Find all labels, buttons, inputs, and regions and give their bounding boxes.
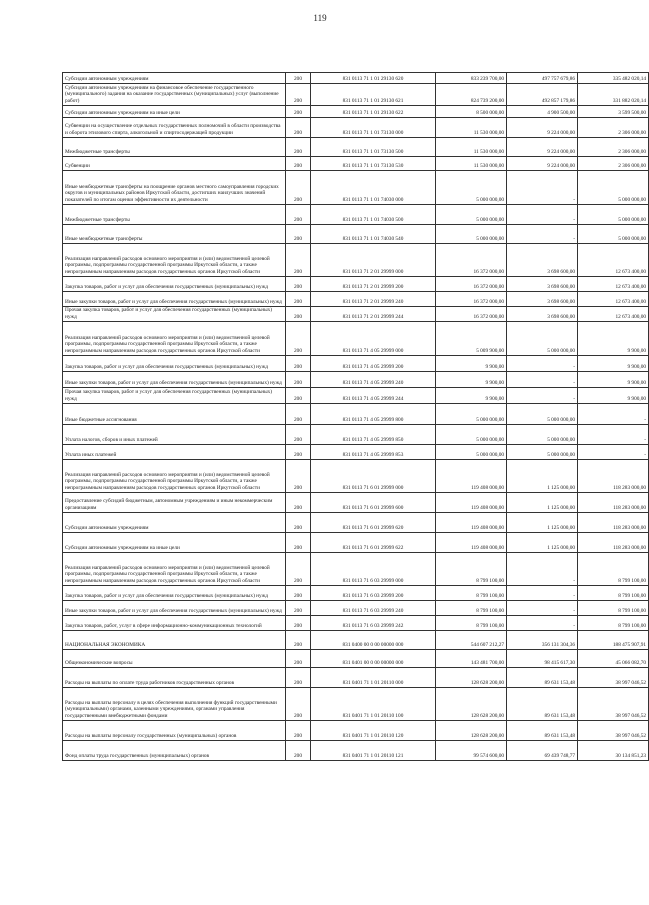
- kvr-code-cell: 200: [286, 157, 311, 171]
- table-row: [63, 388, 649, 404]
- budget-classification-code-cell: 831 0113 71 1 01 29130 620: [311, 73, 436, 84]
- budget-classification-code-cell: 831 0113 71 4 05 29999 200: [311, 356, 436, 372]
- executed-amount-cell: -: [507, 171, 578, 205]
- executed-amount-cell: -: [507, 372, 578, 388]
- executed-amount-cell: 9 224 000,00: [507, 157, 578, 171]
- expense-name-cell: Реализация направлений расходов основного мероприятия и (или) ведомственной целевой программы, подпрограммы государственной программы Иркутской области, а также непрограммным направлениям расходов государственных органов Иркутской области: [63, 553, 286, 586]
- budget-classification-code-cell: 831 0401 71 1 01 20110 121: [311, 741, 436, 761]
- budget-classification-code-cell: 831 0113 71 6 03 29999 240: [311, 601, 436, 616]
- executed-amount-cell: 89 631 153,48: [507, 668, 578, 688]
- kvr-code-cell: 200: [286, 721, 311, 741]
- remaining-amount-cell: 118 283 000,00: [578, 460, 649, 493]
- executed-amount-cell: 1 125 000,00: [507, 460, 578, 493]
- executed-amount-cell: 1 125 000,00: [507, 513, 578, 533]
- remaining-amount-cell: 8 799 100,00: [578, 586, 649, 601]
- budget-classification-code-cell: 831 0113 71 2 01 29999 244: [311, 307, 436, 322]
- remaining-amount-cell: 5 000 000,00: [578, 205, 649, 225]
- kvr-code-cell: 200: [286, 688, 311, 721]
- table-row: [63, 533, 649, 553]
- kvr-code-cell: 200: [286, 445, 311, 460]
- expense-name-cell: Субсидии автономным учреждениям на иные цели: [63, 533, 286, 553]
- budget-classification-code-cell: 831 0113 71 1 01 29130 622: [311, 106, 436, 118]
- executed-amount-cell: 4 900 500,00: [507, 106, 578, 118]
- budget-classification-code-cell: 831 0113 71 2 01 29999 240: [311, 292, 436, 307]
- expense-name-cell: Закупка товаров, работ и услуг для обеспечения государственных (муниципальных) нужд: [63, 356, 286, 372]
- budget-classification-code-cell: 831 0113 71 1 01 73130 000: [311, 118, 436, 138]
- executed-amount-cell: 9 224 000,00: [507, 138, 578, 157]
- table-row: [63, 616, 649, 631]
- table-row: [63, 513, 649, 533]
- planned-amount-cell: 5 000 000,00: [436, 205, 507, 225]
- expense-name-cell: Субвенции: [63, 157, 286, 171]
- planned-amount-cell: 119 408 000,00: [436, 533, 507, 553]
- remaining-amount-cell: -: [578, 404, 649, 425]
- remaining-amount-cell: 9 900,00: [578, 356, 649, 372]
- executed-amount-cell: 5 000 000,00: [507, 425, 578, 445]
- planned-amount-cell: 8 799 100,00: [436, 616, 507, 631]
- budget-classification-code-cell: 831 0113 71 1 01 29130 621: [311, 84, 436, 106]
- table-row: [63, 84, 649, 106]
- budget-classification-code-cell: 831 0113 71 4 05 29999 853: [311, 445, 436, 460]
- planned-amount-cell: 5 009 900,00: [436, 322, 507, 356]
- expense-name-cell: Иные закупки товаров, работ и услуг для обеспечения государственных (муниципальных) нужд: [63, 601, 286, 616]
- table-row: [63, 106, 649, 118]
- executed-amount-cell: 5 000 000,00: [507, 445, 578, 460]
- table-row: [63, 277, 649, 292]
- expense-name-cell: Реализация направлений расходов основного мероприятия и (или) ведомственной целевой программы, подпрограммы государственной программы Иркутской области, а также непрограммным направлениям расходов государственных органов Иркутской области: [63, 460, 286, 493]
- planned-amount-cell: 9 900,00: [436, 372, 507, 388]
- executed-amount-cell: 492 857 179,86: [507, 84, 578, 106]
- page-number: 119: [313, 13, 327, 23]
- expense-name-cell: Общеэкономические вопросы: [63, 650, 286, 668]
- budget-classification-code-cell: 831 0401 71 1 01 20110 120: [311, 721, 436, 741]
- expense-name-cell: Расходы на выплаты персоналу государственных (муниципальных) органов: [63, 721, 286, 741]
- table-row: [63, 688, 649, 721]
- table-row: [63, 157, 649, 171]
- kvr-code-cell: 200: [286, 356, 311, 372]
- remaining-amount-cell: 2 306 000,00: [578, 118, 649, 138]
- table-row: [63, 292, 649, 307]
- planned-amount-cell: 9 900,00: [436, 388, 507, 404]
- expense-name-cell: Иные закупки товаров, работ и услуг для обеспечения государственных (муниципальных) нужд: [63, 372, 286, 388]
- planned-amount-cell: 143 481 700,00: [436, 650, 507, 668]
- expense-name-cell: НАЦИОНАЛЬНАЯ ЭКОНОМИКА: [63, 631, 286, 650]
- table-row: [63, 372, 649, 388]
- table-row: [63, 118, 649, 138]
- budget-classification-code-cell: 831 0113 71 4 05 29999 240: [311, 372, 436, 388]
- remaining-amount-cell: 38 997 046,52: [578, 721, 649, 741]
- table-row: [63, 205, 649, 225]
- budget-classification-code-cell: 831 0113 71 1 01 73130 500: [311, 138, 436, 157]
- table-row: [63, 721, 649, 741]
- budget-classification-code-cell: 831 0113 71 4 05 29999 850: [311, 425, 436, 445]
- table-row: [63, 631, 649, 650]
- remaining-amount-cell: 38 997 046,52: [578, 668, 649, 688]
- expense-name-cell: Субсидии автономным учреждениям: [63, 73, 286, 84]
- executed-amount-cell: 98 415 617,30: [507, 650, 578, 668]
- executed-amount-cell: 3 698 600,00: [507, 292, 578, 307]
- remaining-amount-cell: 8 799 100,00: [578, 601, 649, 616]
- remaining-amount-cell: 38 997 046,52: [578, 688, 649, 721]
- planned-amount-cell: 544 607 212,27: [436, 631, 507, 650]
- budget-classification-code-cell: 831 0113 71 6 03 29999 200: [311, 586, 436, 601]
- table-row: [63, 171, 649, 205]
- planned-amount-cell: 8 799 100,00: [436, 601, 507, 616]
- remaining-amount-cell: 118 283 000,00: [578, 493, 649, 513]
- budget-classification-code-cell: 831 0113 71 2 01 29999 000: [311, 244, 436, 277]
- expense-name-cell: Реализация направлений расходов основного мероприятия и (или) ведомственной целевой программы, подпрограммы государственной программы Иркутской области, а также непрограммным направлениям расходов государственных органов Иркутской области: [63, 322, 286, 356]
- expense-name-cell: Межбюджетные трансферты: [63, 138, 286, 157]
- expense-name-cell: Иные межбюджетные трансферты: [63, 225, 286, 244]
- remaining-amount-cell: -: [578, 445, 649, 460]
- kvr-code-cell: 200: [286, 513, 311, 533]
- planned-amount-cell: 5 000 000,00: [436, 445, 507, 460]
- executed-amount-cell: 356 131 304,36: [507, 631, 578, 650]
- expense-name-cell: Закупка товаров, работ и услуг для обеспечения государственных (муниципальных) нужд: [63, 586, 286, 601]
- table-row: [63, 322, 649, 356]
- executed-amount-cell: 3 698 600,00: [507, 244, 578, 277]
- budget-classification-code-cell: 831 0113 71 6 01 29999 622: [311, 533, 436, 553]
- remaining-amount-cell: -: [578, 425, 649, 445]
- remaining-amount-cell: 12 673 400,00: [578, 292, 649, 307]
- kvr-code-cell: 200: [286, 244, 311, 277]
- remaining-amount-cell: 2 306 000,00: [578, 157, 649, 171]
- budget-classification-code-cell: 831 0113 71 6 01 29999 000: [311, 460, 436, 493]
- executed-amount-cell: -: [507, 205, 578, 225]
- budget-classification-code-cell: 831 0401 71 1 01 20110 000: [311, 668, 436, 688]
- table-row: [63, 73, 649, 84]
- planned-amount-cell: 128 628 200,00: [436, 721, 507, 741]
- kvr-code-cell: 200: [286, 322, 311, 356]
- executed-amount-cell: -: [507, 616, 578, 631]
- kvr-code-cell: 200: [286, 292, 311, 307]
- kvr-code-cell: 200: [286, 307, 311, 322]
- executed-amount-cell: 9 224 000,00: [507, 118, 578, 138]
- kvr-code-cell: 200: [286, 73, 311, 84]
- expense-name-cell: Закупка товаров, работ, услуг в сфере информационно-коммуникационных технологий: [63, 616, 286, 631]
- executed-amount-cell: 1 125 000,00: [507, 533, 578, 553]
- remaining-amount-cell: 5 000 000,00: [578, 171, 649, 205]
- table-row: [63, 650, 649, 668]
- remaining-amount-cell: 5 000 000,00: [578, 225, 649, 244]
- budget-classification-code-cell: 831 0400 00 0 00 00000 000: [311, 631, 436, 650]
- kvr-code-cell: 200: [286, 616, 311, 631]
- remaining-amount-cell: 118 283 000,00: [578, 533, 649, 553]
- executed-amount-cell: 5 000 000,00: [507, 322, 578, 356]
- budget-classification-code-cell: 831 0113 71 6 03 29999 000: [311, 553, 436, 586]
- kvr-code-cell: 200: [286, 106, 311, 118]
- executed-amount-cell: 89 631 153,48: [507, 721, 578, 741]
- table-row: [63, 445, 649, 460]
- planned-amount-cell: 16 372 000,00: [436, 244, 507, 277]
- expense-name-cell: Субсидии автономным учреждениям на иные цели: [63, 106, 286, 118]
- remaining-amount-cell: 12 673 400,00: [578, 277, 649, 292]
- expense-name-cell: Межбюджетные трансферты: [63, 205, 286, 225]
- executed-amount-cell: 69 439 748,77: [507, 741, 578, 761]
- kvr-code-cell: 200: [286, 553, 311, 586]
- kvr-code-cell: 200: [286, 586, 311, 601]
- planned-amount-cell: 119 408 000,00: [436, 460, 507, 493]
- executed-amount-cell: 89 631 153,48: [507, 688, 578, 721]
- table-row: [63, 741, 649, 761]
- kvr-code-cell: 200: [286, 372, 311, 388]
- kvr-code-cell: 200: [286, 668, 311, 688]
- table-row: [63, 601, 649, 616]
- remaining-amount-cell: 8 799 100,00: [578, 553, 649, 586]
- budget-classification-code-cell: 831 0113 71 4 05 29999 800: [311, 404, 436, 425]
- planned-amount-cell: 11 530 000,00: [436, 138, 507, 157]
- expense-name-cell: Расходы на выплаты персоналу в целях обеспечения выполнения функций государственными (муниципальными) органами, казенными учреждениями, органами управления государственными внебюджетными фондами: [63, 688, 286, 721]
- expense-name-cell: Иные закупки товаров, работ и услуг для обеспечения государственных (муниципальных) нужд: [63, 292, 286, 307]
- remaining-amount-cell: 9 900,00: [578, 372, 649, 388]
- budget-classification-code-cell: 831 0113 71 1 01 73130 530: [311, 157, 436, 171]
- kvr-code-cell: 200: [286, 460, 311, 493]
- kvr-code-cell: 200: [286, 533, 311, 553]
- kvr-code-cell: 200: [286, 741, 311, 761]
- remaining-amount-cell: 2 306 000,00: [578, 138, 649, 157]
- kvr-code-cell: 200: [286, 138, 311, 157]
- budget-classification-code-cell: 831 0113 71 1 01 74030 540: [311, 225, 436, 244]
- expense-name-cell: Реализация направлений расходов основного мероприятия и (или) ведомственной целевой программы, подпрограммы государственной программы Иркутской области, а также непрограммным направлениям расходов государственных органов Иркутской области: [63, 244, 286, 277]
- executed-amount-cell: 1 125 000,00: [507, 493, 578, 513]
- planned-amount-cell: 5 000 000,00: [436, 425, 507, 445]
- budget-classification-code-cell: 831 0113 71 1 01 74030 000: [311, 171, 436, 205]
- planned-amount-cell: 119 408 000,00: [436, 493, 507, 513]
- planned-amount-cell: 8 500 000,00: [436, 106, 507, 118]
- expense-name-cell: Уплата налогов, сборов и иных платежей: [63, 425, 286, 445]
- remaining-amount-cell: 188 475 907,91: [578, 631, 649, 650]
- budget-classification-code-cell: 831 0113 71 2 01 29999 200: [311, 277, 436, 292]
- expense-name-cell: Предоставление субсидий бюджетным, автономным учреждениям и иным некоммерческим организациям: [63, 493, 286, 513]
- executed-amount-cell: -: [507, 388, 578, 404]
- remaining-amount-cell: 3 599 500,00: [578, 106, 649, 118]
- budget-classification-code-cell: 831 0113 71 6 01 29999 620: [311, 513, 436, 533]
- kvr-code-cell: 200: [286, 650, 311, 668]
- expense-name-cell: Субвенции на осуществление отдельных государственных полномочий в области производства и оборота этилового спирта, алкогольной и спиртосодержащей продукции: [63, 118, 286, 138]
- kvr-code-cell: 200: [286, 84, 311, 106]
- planned-amount-cell: 5 000 000,00: [436, 404, 507, 425]
- kvr-code-cell: 200: [286, 225, 311, 244]
- kvr-code-cell: 200: [286, 388, 311, 404]
- kvr-code-cell: 200: [286, 171, 311, 205]
- budget-classification-code-cell: 831 0401 71 1 01 20110 100: [311, 688, 436, 721]
- planned-amount-cell: 99 574 600,00: [436, 741, 507, 761]
- table-row: [63, 553, 649, 586]
- planned-amount-cell: 16 372 000,00: [436, 277, 507, 292]
- table-row: [63, 307, 649, 322]
- table-row: [63, 460, 649, 493]
- planned-amount-cell: 11 530 000,00: [436, 157, 507, 171]
- executed-amount-cell: 3 698 600,00: [507, 307, 578, 322]
- executed-amount-cell: -: [507, 225, 578, 244]
- table-row: [63, 586, 649, 601]
- table-row: [63, 244, 649, 277]
- table-row: [63, 493, 649, 513]
- executed-amount-cell: -: [507, 553, 578, 586]
- planned-amount-cell: 833 239 700,00: [436, 73, 507, 84]
- kvr-code-cell: 200: [286, 205, 311, 225]
- executed-amount-cell: -: [507, 601, 578, 616]
- budget-classification-code-cell: 831 0401 00 0 00 00000 000: [311, 650, 436, 668]
- planned-amount-cell: 11 530 000,00: [436, 118, 507, 138]
- planned-amount-cell: 16 372 000,00: [436, 292, 507, 307]
- remaining-amount-cell: 8 799 100,00: [578, 616, 649, 631]
- executed-amount-cell: 5 000 000,00: [507, 404, 578, 425]
- kvr-code-cell: 200: [286, 118, 311, 138]
- executed-amount-cell: -: [507, 356, 578, 372]
- table-body: [63, 73, 649, 761]
- table-row: [63, 404, 649, 425]
- remaining-amount-cell: 12 673 400,00: [578, 244, 649, 277]
- expense-name-cell: Субсидии автономным учреждениям на финансовое обеспечение государственного (муниципального) задания на оказание государственных (муниципальных) услуг (выполнение работ): [63, 84, 286, 106]
- kvr-code-cell: 200: [286, 601, 311, 616]
- budget-execution-table: [62, 72, 649, 761]
- budget-classification-code-cell: 831 0113 71 1 01 74030 500: [311, 205, 436, 225]
- remaining-amount-cell: 45 066 082,70: [578, 650, 649, 668]
- remaining-amount-cell: 335 482 020,14: [578, 73, 649, 84]
- expense-name-cell: Фонд оплаты труда государственных (муниципальных) органов: [63, 741, 286, 761]
- remaining-amount-cell: 118 283 000,00: [578, 513, 649, 533]
- remaining-amount-cell: 9 900,00: [578, 322, 649, 356]
- remaining-amount-cell: 9 900,00: [578, 388, 649, 404]
- expense-name-cell: Прочая закупка товаров, работ и услуг для обеспечения государственных (муниципальных) нужд: [63, 388, 286, 404]
- expense-name-cell: Субсидии автономным учреждениям: [63, 513, 286, 533]
- budget-classification-code-cell: 831 0113 71 4 05 29999 000: [311, 322, 436, 356]
- remaining-amount-cell: 331 882 020,14: [578, 84, 649, 106]
- planned-amount-cell: 9 900,00: [436, 356, 507, 372]
- executed-amount-cell: -: [507, 586, 578, 601]
- executed-amount-cell: 497 757 679,86: [507, 73, 578, 84]
- budget-classification-code-cell: 831 0113 71 6 03 29999 242: [311, 616, 436, 631]
- planned-amount-cell: 128 628 200,00: [436, 668, 507, 688]
- expense-name-cell: Уплата иных платежей: [63, 445, 286, 460]
- table-row: [63, 138, 649, 157]
- executed-amount-cell: 3 698 600,00: [507, 277, 578, 292]
- planned-amount-cell: 8 799 100,00: [436, 553, 507, 586]
- planned-amount-cell: 5 000 000,00: [436, 171, 507, 205]
- expense-name-cell: Прочая закупка товаров, работ и услуг для обеспечения государственных (муниципальных) нужд: [63, 307, 286, 322]
- planned-amount-cell: 824 739 200,00: [436, 84, 507, 106]
- kvr-code-cell: 200: [286, 631, 311, 650]
- planned-amount-cell: 5 000 000,00: [436, 225, 507, 244]
- table-row: [63, 668, 649, 688]
- table-row: [63, 225, 649, 244]
- table-row: [63, 356, 649, 372]
- kvr-code-cell: 200: [286, 404, 311, 425]
- remaining-amount-cell: 12 673 400,00: [578, 307, 649, 322]
- expense-name-cell: Закупка товаров, работ и услуг для обеспечения государственных (муниципальных) нужд: [63, 277, 286, 292]
- planned-amount-cell: 128 628 200,00: [436, 688, 507, 721]
- planned-amount-cell: 16 372 000,00: [436, 307, 507, 322]
- budget-classification-code-cell: 831 0113 71 6 01 29999 600: [311, 493, 436, 513]
- expense-name-cell: Расходы на выплаты по оплате труда работников государственных органов: [63, 668, 286, 688]
- kvr-code-cell: 200: [286, 493, 311, 513]
- expense-name-cell: Иные бюджетные ассигнования: [63, 404, 286, 425]
- budget-classification-code-cell: 831 0113 71 4 05 29999 244: [311, 388, 436, 404]
- kvr-code-cell: 200: [286, 277, 311, 292]
- planned-amount-cell: 119 408 000,00: [436, 513, 507, 533]
- remaining-amount-cell: 30 134 851,23: [578, 741, 649, 761]
- kvr-code-cell: 200: [286, 425, 311, 445]
- table-row: [63, 425, 649, 445]
- planned-amount-cell: 8 799 100,00: [436, 586, 507, 601]
- expense-name-cell: Иные межбюджетные трансферты на поощрение органов местного самоуправления городских округов и муниципальных районов Иркутской области, достигших наилучших значений показателей по итогам оценки эффективности их деятельности: [63, 171, 286, 205]
